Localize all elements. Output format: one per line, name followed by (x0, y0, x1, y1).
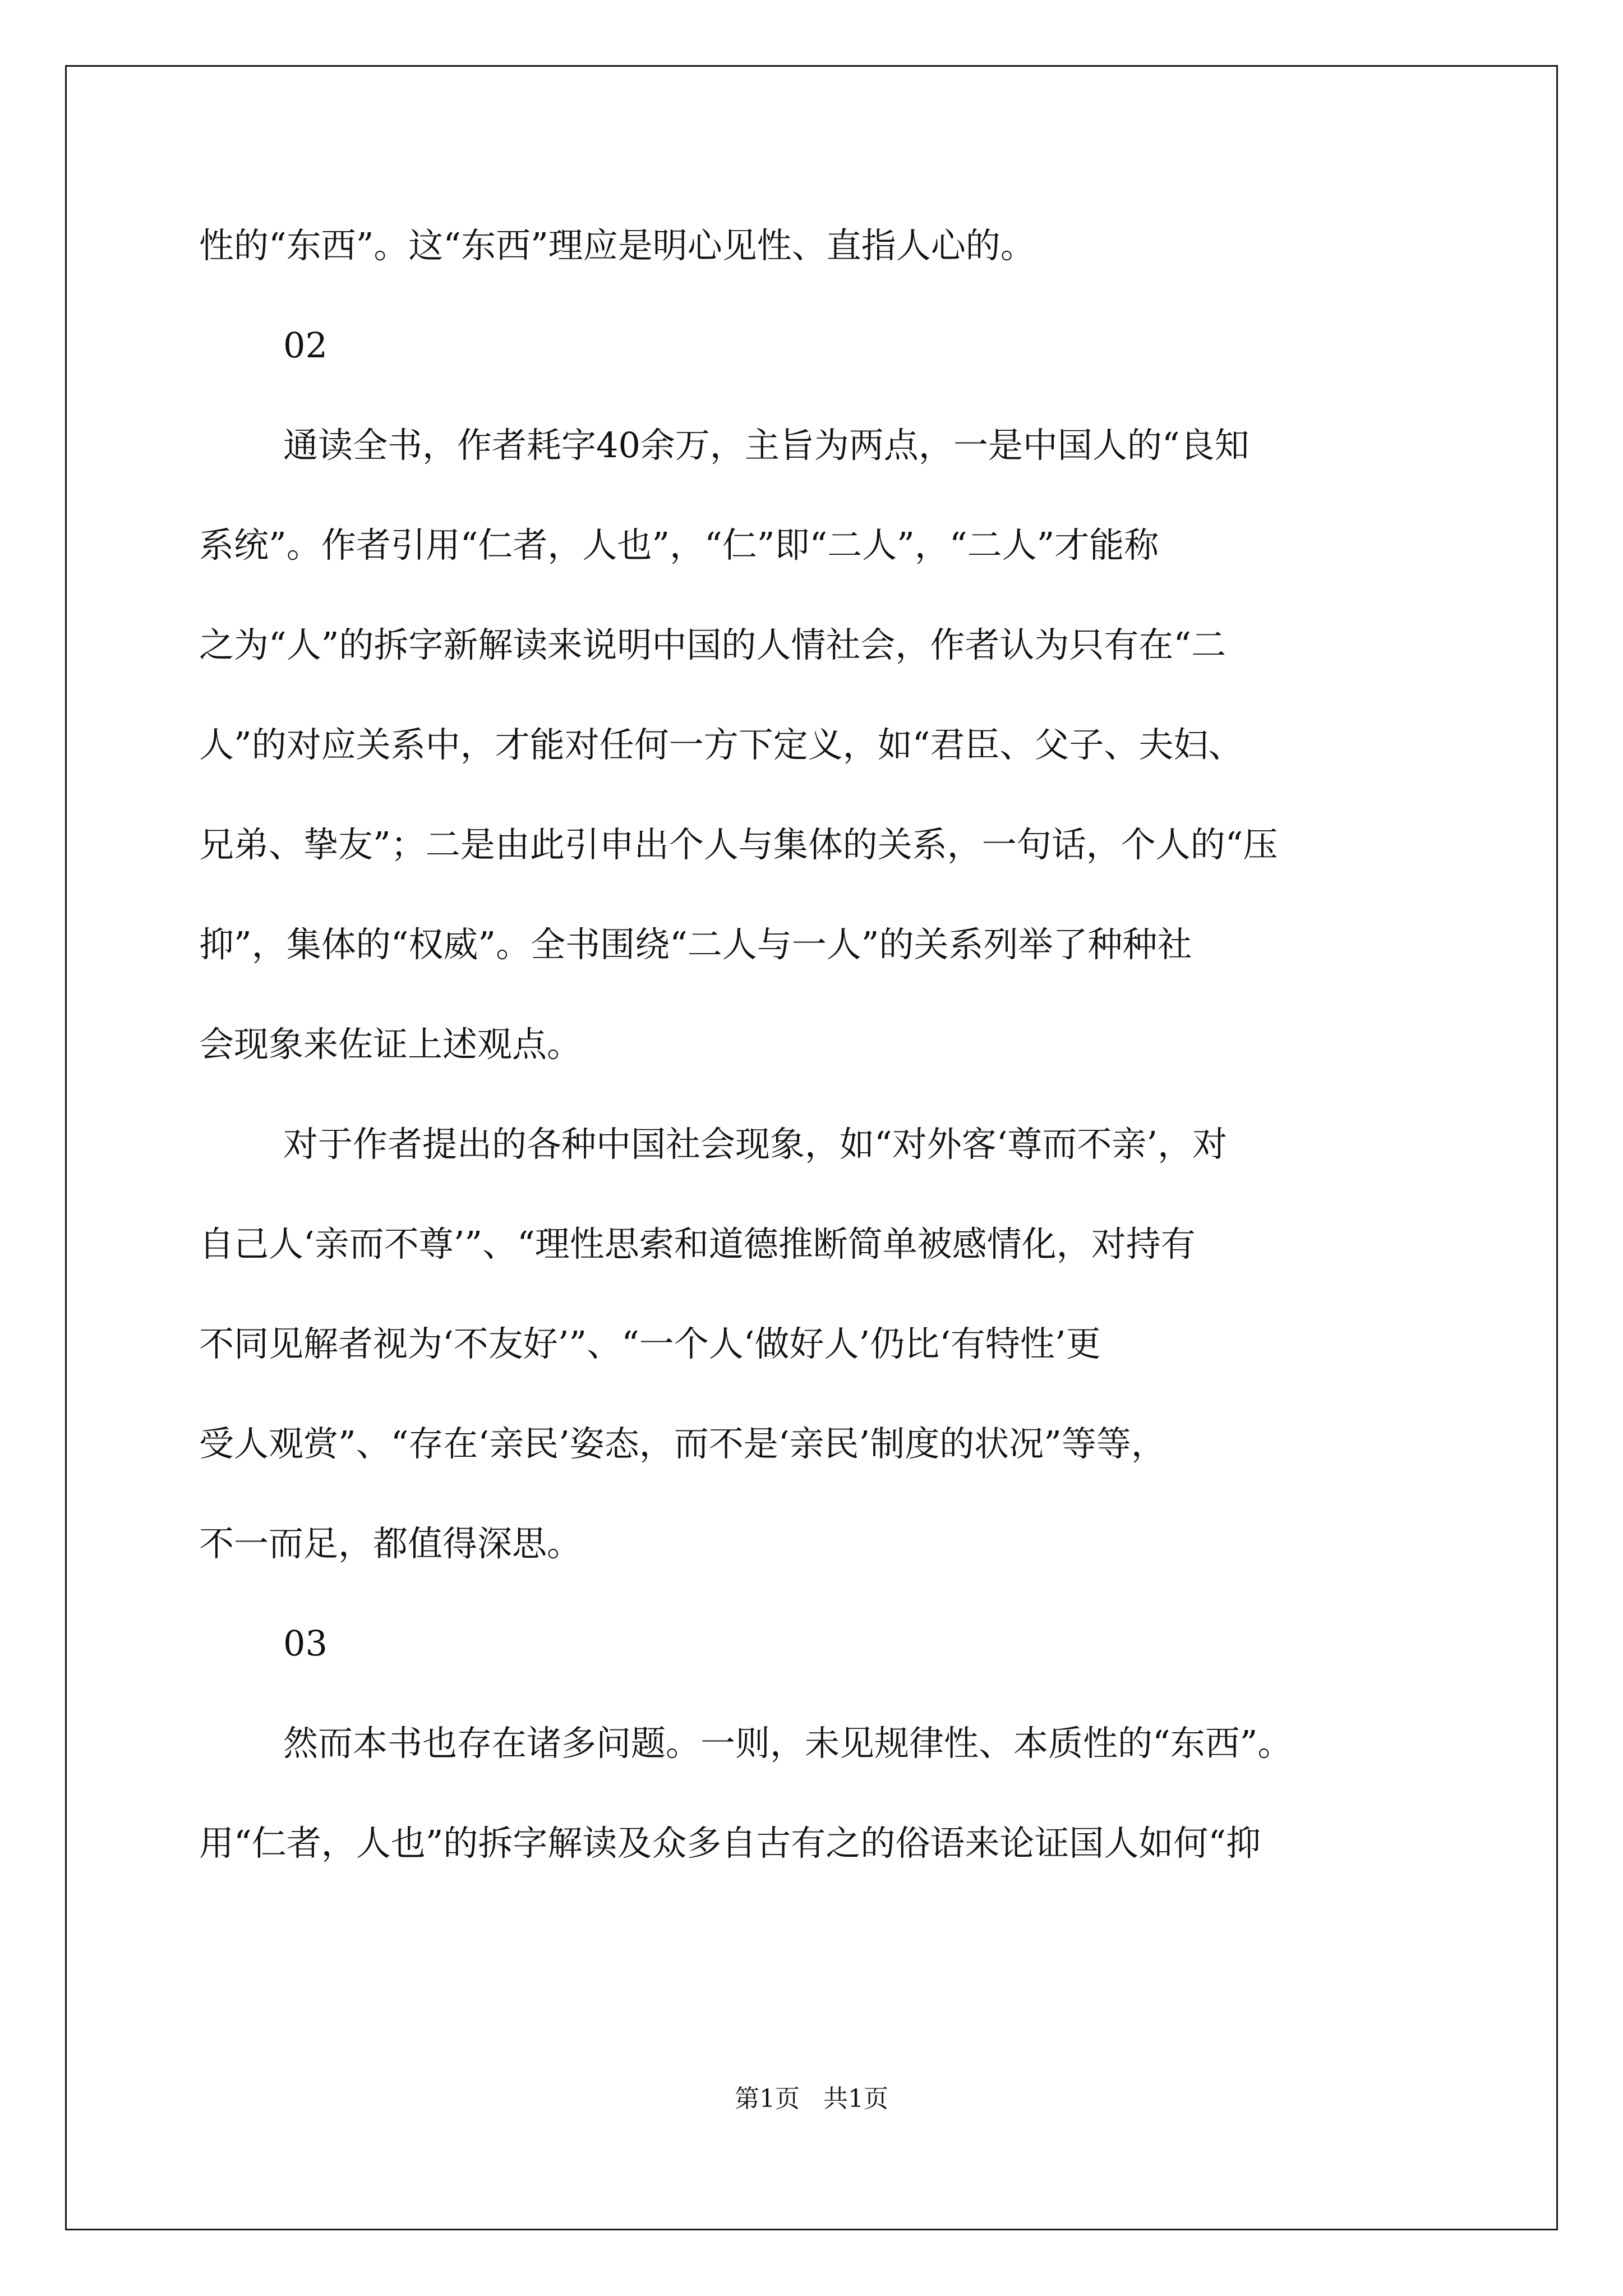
text-line: 会现象来佐证上述观点。 (199, 1024, 582, 1065)
text-line: 抑”，集体的“权威”。全书围绕“二人与一人”的关系列举了种种社 (199, 924, 1192, 965)
text-line: 通读全书，作者耗字40余万，主旨为两点，一是中国人的“良知 (283, 425, 1249, 466)
text-line: 兄弟、挚友”；二是由此引申出个人与集体的关系，一句话，个人的“压 (199, 824, 1278, 865)
text-line: 然而本书也存在诸多问题。一则，未见规律性、本质性的“东西”。 (283, 1723, 1293, 1764)
text-line: 受人观赏”、“存在‘亲民’姿态，而不是‘亲民’制度的状况”等等， (199, 1423, 1166, 1464)
page-footer: 第1页 共1页 (735, 2085, 888, 2113)
document-body (199, 218, 1489, 1915)
text-line: 自己人‘亲而不尊’”、“理性思索和道德推断简单被感情化，对持有 (199, 1223, 1196, 1264)
section-number: 03 (283, 1623, 328, 1664)
text-line: 不一而足，都值得深思。 (199, 1523, 582, 1564)
text-line: 之为“人”的拆字新解读来说明中国的人情社会，作者认为只有在“二 (199, 624, 1227, 665)
text-line: 系统”。作者引用“仁者，人也”，“仁”即“二人”，“二人”才能称 (199, 524, 1159, 565)
section-number: 02 (283, 325, 328, 366)
text-line: 性的“东西”。这“东西”理应是明心见性、直指人心的。 (199, 225, 1035, 266)
text-line: 人”的对应关系中，才能对任何一方下定义，如“君臣、父子、夫妇、 (199, 724, 1243, 765)
text-line: 用“仁者，人也”的拆字解读及众多自古有之的俗语来论证国人如何“抑 (199, 1823, 1261, 1864)
text-line: 对于作者提出的各种中国社会现象，如“对外客‘尊而不亲’，对 (283, 1124, 1228, 1165)
text-line: 不同见解者视为‘不友好’”、“一个人‘做好人’仍比‘有特性’更 (199, 1323, 1101, 1364)
